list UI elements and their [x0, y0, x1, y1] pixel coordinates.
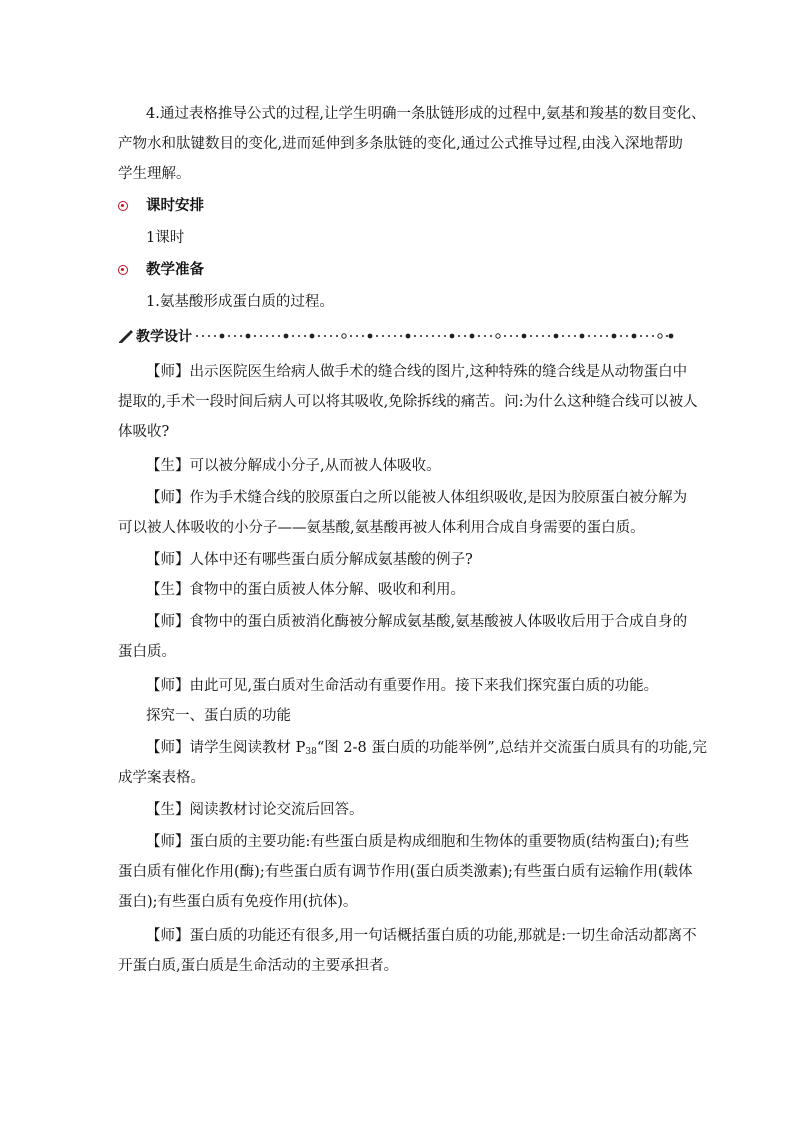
target-bullet-icon	[118, 265, 128, 275]
dialogue-p11-line1: 【师】蛋白质的功能还有很多,用一句话概括蛋白质的功能,那就是:一切生命活动都离不	[146, 928, 697, 944]
dialogue-p8-line1-b: “图 2-8 蛋白质的功能举例”,总结并交流蛋白质具有的功能,完	[316, 740, 707, 756]
explore-one-heading: 探究一、蛋白质的功能	[146, 708, 291, 724]
dialogue-p9: 【生】阅读教材讨论交流后回答。	[146, 802, 364, 818]
dialogue-p10-line3: 蛋白);有些蛋白质有免疫作用(抗体)。	[118, 894, 358, 910]
dialogue-p1-line3: 体吸收?	[118, 424, 170, 440]
target-bullet-icon	[118, 201, 128, 211]
dialogue-p11-line2: 开蛋白质,蛋白质是生命活动的主要承担者。	[118, 958, 399, 974]
dialogue-p6-line2: 蛋白质。	[118, 644, 176, 660]
item4-line3: 学生理解。	[118, 166, 191, 182]
dialogue-p8-line1	[146, 738, 706, 762]
schedule-heading-label: 课时安排	[146, 197, 204, 214]
item4-line2: 产物水和肽键数目的变化,进而延伸到多条肽链的变化,通过公式推导过程,由浅入深地帮助	[118, 136, 683, 152]
preparation-content: 1.氨基酸形成蛋白质的过程。	[146, 294, 334, 310]
dialogue-p4: 【师】人体中还有哪些蛋白质分解成氨基酸的例子?	[146, 552, 473, 568]
preparation-heading	[118, 260, 204, 280]
item4-line1: 4.通过表格推导公式的过程,让学生明确一条肽链形成的过程中,氨基和羧基的数目变化、	[146, 106, 706, 122]
dialogue-p10-line2: 蛋白质有催化作用(酶);有些蛋白质有调节作用(蛋白质类激素);有些蛋白质有运输作用(载体	[118, 864, 693, 880]
dialogue-p10-line1: 【师】蛋白质的主要功能:有些蛋白质是构成细胞和生物体的重要物质(结构蛋白);有些	[146, 834, 690, 850]
dialogue-p8-line1-a: 【师】请学生阅读教材 P	[146, 740, 306, 756]
dialogue-p7: 【师】由此可见,蛋白质对生命活动有重要作用。接下来我们探究蛋白质的功能。	[146, 678, 659, 694]
page-number-subscript: 38	[305, 747, 317, 757]
pen-icon	[118, 329, 134, 343]
dialogue-p6-line1: 【师】食物中的蛋白质被消化酶被分解成氨基酸,氨基酸被人体吸收后用于合成自身的	[146, 614, 688, 630]
dotted-divider	[194, 333, 674, 339]
preparation-heading-label: 教学准备	[146, 261, 204, 278]
dialogue-p3-line2: 可以被人体吸收的小分子——氨基酸,氨基酸再被人体利用合成自身需要的蛋白质。	[118, 520, 645, 536]
schedule-heading	[118, 196, 204, 216]
design-section-divider	[118, 326, 674, 346]
schedule-content: 1课时	[146, 230, 185, 246]
dialogue-p3-line1: 【师】作为手术缝合线的胶原蛋白之所以能被人体组织吸收,是因为胶原蛋白被分解为	[146, 490, 688, 506]
dialogue-p1-line1: 【师】出示医院医生给病人做手术的缝合线的图片,这种特殊的缝合线是从动物蛋白中	[146, 364, 688, 380]
dotted-divider-graphic	[194, 333, 674, 339]
dialogue-p2: 【生】可以被分解成小分子,从而被人体吸收。	[146, 458, 441, 474]
dialogue-p1-line2: 提取的,手术一段时间后病人可以将其吸收,免除拆线的痛苦。问:为什么这种缝合线可以被人	[118, 394, 698, 410]
dialogue-p8-line2: 成学案表格。	[118, 770, 205, 786]
dialogue-p5: 【生】食物中的蛋白质被人体分解、吸收和利用。	[146, 582, 465, 598]
design-heading: 教学设计	[136, 329, 192, 345]
